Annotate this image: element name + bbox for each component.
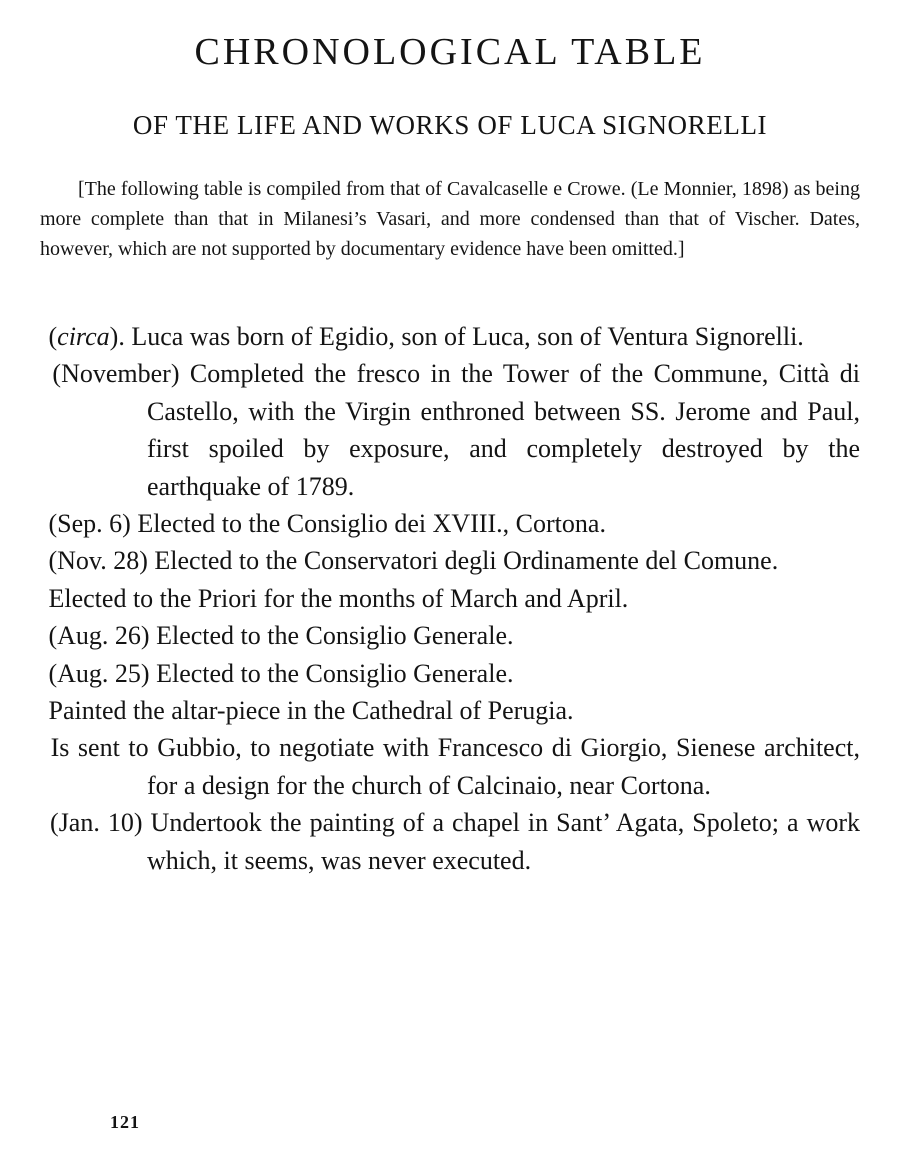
chronology-entry — [40, 729, 860, 804]
entry-text: . Luca was born of Egidio, son of Luca, son of Ventura Signorelli. — [118, 322, 804, 351]
entry-text: (Aug. 26) Elected to the Consiglio Generale. — [48, 621, 514, 651]
entry-text: Elected to the Priori for the months of March and April. — [48, 583, 629, 613]
entry-text: (Aug. 25) Elected to the Consiglio Generale. — [48, 658, 514, 688]
entry-text: Painted the altar-piece in the Cathedral of Perugia. — [48, 696, 574, 726]
page-number: 121 — [110, 1112, 140, 1132]
entry-text: (Nov. 28) Elected to the Conservatori degli Ordinamente del Comune. — [48, 546, 779, 576]
page-subtitle: OF THE LIFE AND WORKS OF LUCA SIGNORELLI — [132, 110, 768, 140]
chronology-entry — [40, 505, 860, 542]
chronology-entry — [40, 355, 860, 505]
chronology-entry — [40, 804, 860, 879]
chronology-entry — [40, 655, 860, 692]
intro-note: [The following table is compiled from that of Cavalcaselle e Crowe. (Le Monnier, 1898) as being more complete than that in Milanesi’s Vasari, and more condensed than that of Vischer. Dates, however, which are not supported by documentary evidence have been omitted.] — [40, 178, 860, 260]
entry-text: (Jan. 10) Undertook the painting of a chapel in Sant’ Agata, Spoleto; a work which, it seems, was never executed. — [50, 808, 861, 875]
chronology-entry — [40, 542, 860, 579]
chronology-entry: (circa). Luca was born of Egidio, son of Luca, son of Ventura Signorelli. — [42, 322, 804, 351]
chronology-entry — [40, 692, 860, 729]
entry-text: Is sent to Gubbio, to negotiate with Francesco di Giorgio, Sienese architect, for a design for the church of Calcinaio, near Cortona. — [50, 733, 860, 800]
chronology-entry — [40, 580, 860, 617]
entry-text: (November) Completed the fresco in the Tower of the Commune, Città di Castello, with the Virgin enthroned between SS. Jerome and Paul, first spoiled by exposure, and completely destroyed by the earthquake of 1789. — [52, 359, 861, 501]
entry-text: (Sep. 6) Elected to the Consiglio dei XVIII., Cortona. — [48, 509, 606, 539]
chronology-list — [40, 318, 860, 879]
entry-qualifier: circa — [57, 322, 110, 351]
page-title: CHRONOLOGICAL TABLE — [194, 31, 706, 73]
chronology-entry — [40, 617, 860, 654]
